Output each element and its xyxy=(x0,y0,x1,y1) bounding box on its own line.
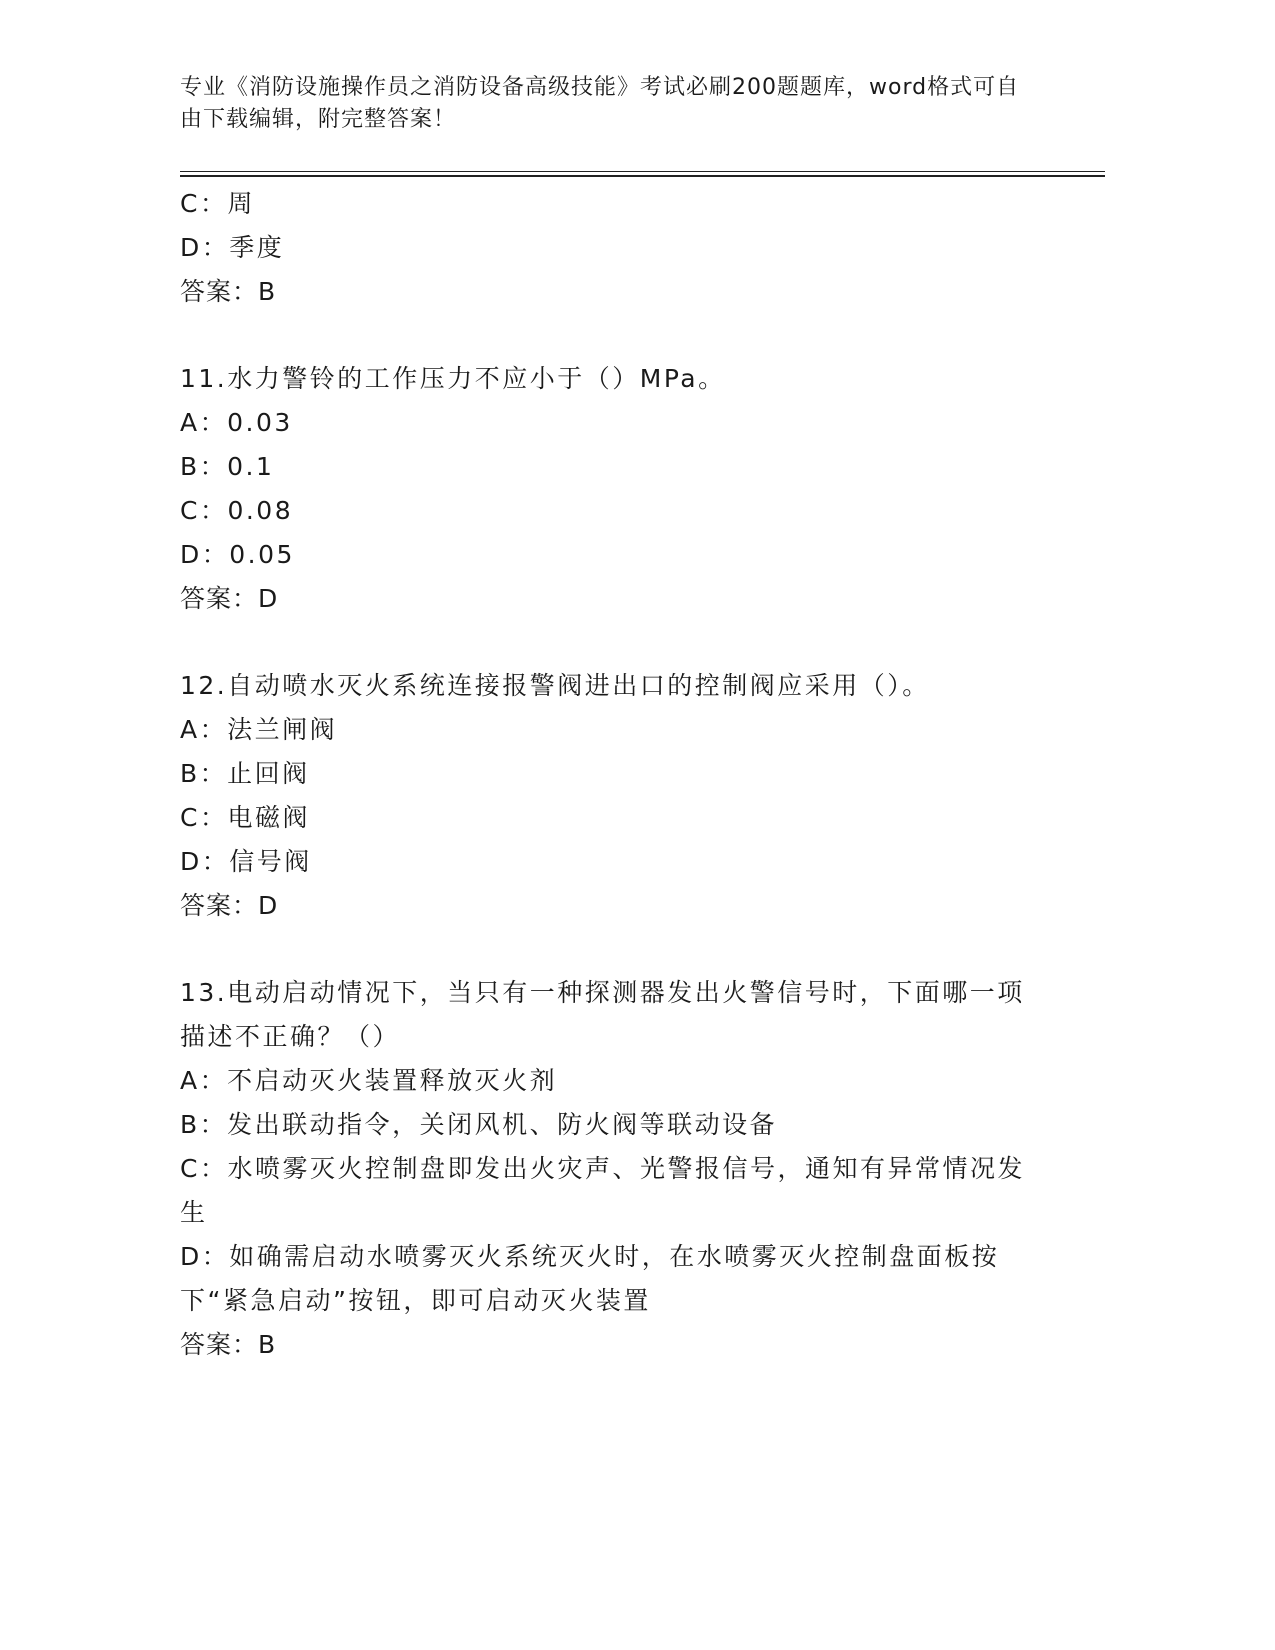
option-c: C：0.08 xyxy=(180,496,294,525)
answer: 答案：D xyxy=(180,891,279,920)
option-d: D：0.05 xyxy=(180,540,295,569)
option-d: D：信号阀 xyxy=(180,847,312,876)
option-c: C：周 xyxy=(180,189,255,218)
option-b: B：止回阀 xyxy=(180,759,310,788)
question-stem: 13.电动启动情况下，当只有一种探测器发出火警信号时，下面哪一项描述不正确？（） xyxy=(180,978,1025,1051)
answer: 答案：B xyxy=(180,277,277,306)
option-d: D：如确需启动水喷雾灭火系统灭火时，在水喷雾灭火控制盘面板按下“紧急启动”按钮，即可启动灭火装置 xyxy=(180,1242,1000,1315)
header-divider-bottom xyxy=(180,175,1105,177)
header-divider-top xyxy=(180,171,1105,172)
option-c: C：电磁阀 xyxy=(180,803,310,832)
answer: 答案：D xyxy=(180,584,279,613)
option-b: B：发出联动指令，关闭风机、防火阀等联动设备 xyxy=(180,1110,778,1139)
option-a: A：0.03 xyxy=(180,408,293,437)
option-a: A：法兰闸阀 xyxy=(180,715,338,744)
question-stem: 12.自动喷水灭火系统连接报警阀进出口的控制阀应采用（）。 xyxy=(180,671,930,700)
option-c: C：水喷雾灭火控制盘即发出火灾声、光警报信号，通知有异常情况发生 xyxy=(180,1154,1025,1227)
option-a: A：不启动灭火装置释放灭火剂 xyxy=(180,1066,558,1095)
option-d: D：季度 xyxy=(180,233,285,262)
answer: 答案：B xyxy=(180,1330,277,1359)
document-header: 专业《消防设施操作员之消防设备高级技能》考试必刷200题题库，word格式可自由下载编辑，附完整答案！ xyxy=(180,75,1020,132)
option-b: B：0.1 xyxy=(180,452,275,481)
question-stem: 11.水力警铃的工作压力不应小于（）MPa。 xyxy=(180,364,726,393)
question-content xyxy=(180,182,1040,1367)
